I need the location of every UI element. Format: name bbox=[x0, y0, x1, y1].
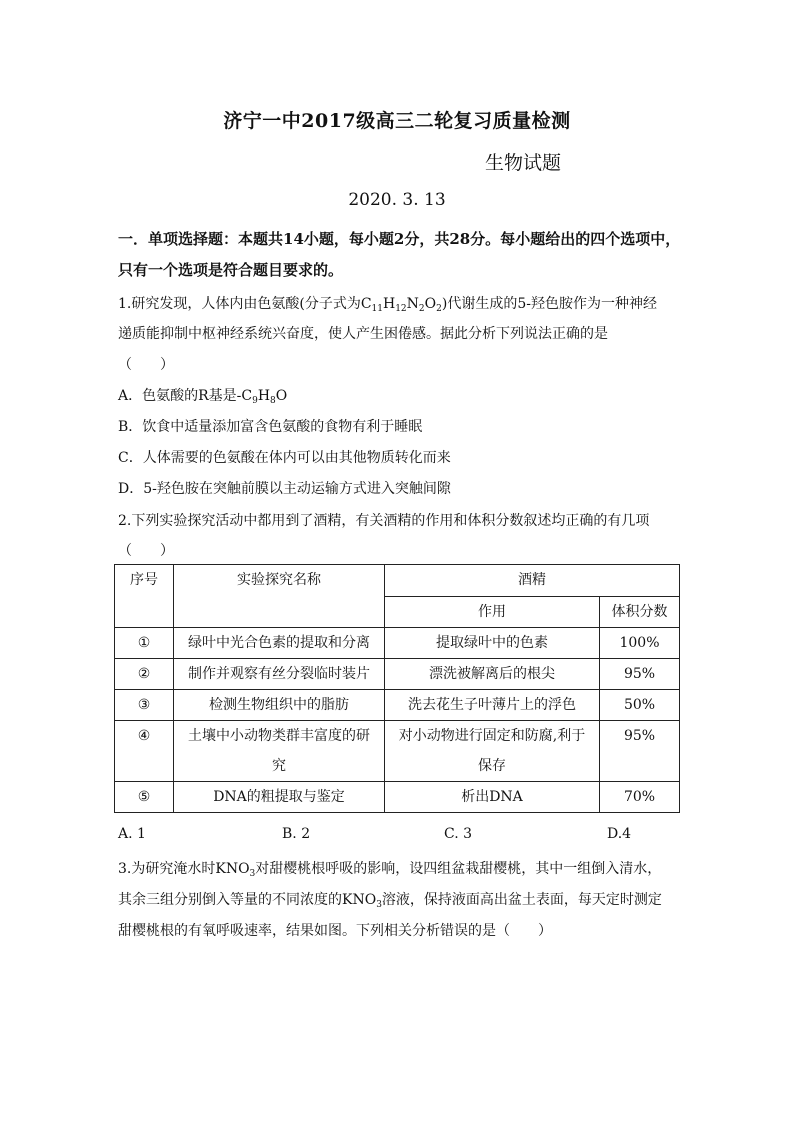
q2-option-d: D.4 bbox=[607, 826, 632, 842]
row-conc: 50% bbox=[600, 690, 680, 721]
alcohol-experiment-table bbox=[114, 564, 680, 813]
row-name: 绿叶中光合色素的提取和分离 bbox=[174, 628, 385, 659]
row-no: ④ bbox=[115, 721, 174, 782]
q1-option-a: A．色氨酸的R基是$-C_9H_8O$ bbox=[118, 388, 288, 406]
q2-option-c: C. 3 bbox=[444, 826, 473, 842]
table-header-row bbox=[115, 565, 680, 597]
row-use: 析出DNA bbox=[385, 782, 600, 813]
header-alcohol: 酒精 bbox=[385, 565, 680, 597]
page-title: 济宁一中2017级高三二轮复习质量检测 bbox=[223, 110, 571, 132]
header-no: 序号 bbox=[115, 565, 174, 628]
page-subtitle: 生物试题 bbox=[485, 152, 562, 174]
row-name: 土壤中小动物类群丰富度的研 究 bbox=[174, 721, 385, 782]
row-conc: 95% bbox=[600, 721, 680, 782]
table-row bbox=[115, 659, 680, 690]
row-name: 制作并观察有丝分裂临时装片 bbox=[174, 659, 385, 690]
section-heading-line1: 一．单项选择题：本题共14小题，每小题2分，共28分。每小题给出的四个选项中， bbox=[118, 230, 681, 248]
q3-stem-line3: 甜樱桃根的有氧呼吸速率，结果如图。下列相关分析错误的是（ ） bbox=[118, 923, 552, 939]
table-row bbox=[115, 690, 680, 721]
row-no: ① bbox=[115, 628, 174, 659]
section-heading-line2: 只有一个选项是符合题目要求的。 bbox=[118, 261, 344, 279]
q1-option-c: C．人体需要的色氨酸在体内可以由其他物质转化而来 bbox=[118, 450, 451, 466]
q2-option-b: B. 2 bbox=[282, 826, 311, 842]
table-row bbox=[115, 721, 680, 782]
header-concentration: 体积分数 bbox=[600, 596, 680, 628]
header-experiment-name: 实验探究名称 bbox=[174, 565, 385, 628]
q2-stem: 2.下列实验探究活动中都用到了酒精，有关酒精的作用和体积分数叙述均正确的有几项 bbox=[118, 513, 650, 529]
q1-option-b: B．饮食中适量添加富含色氨酸的食物有利于睡眠 bbox=[118, 419, 423, 435]
exam-date: 2020. 3. 13 bbox=[348, 190, 446, 210]
row-use: 对小动物进行固定和防腐,利于 保存 bbox=[385, 721, 600, 782]
row-use: 洗去花生子叶薄片上的浮色 bbox=[385, 690, 600, 721]
row-use: 提取绿叶中的色素 bbox=[385, 628, 600, 659]
q1-option-d: D．5-羟色胺在突触前膜以主动运输方式进入突触间隙 bbox=[118, 481, 451, 497]
table-row bbox=[115, 628, 680, 659]
q2-option-a: A. 1 bbox=[118, 826, 146, 842]
row-name: DNA的粗提取与鉴定 bbox=[174, 782, 385, 813]
row-no: ⑤ bbox=[115, 782, 174, 813]
header-use: 作用 bbox=[385, 596, 600, 628]
row-name: 检测生物组织中的脂肪 bbox=[174, 690, 385, 721]
q1-stem-line2: 递质能抑制中枢神经系统兴奋度，使人产生困倦感。据此分析下列说法正确的是 bbox=[118, 326, 608, 342]
q2-answer-paren: （ ） bbox=[118, 543, 174, 559]
row-conc: 95% bbox=[600, 659, 680, 690]
row-use: 漂洗被解离后的根尖 bbox=[385, 659, 600, 690]
row-conc: 100% bbox=[600, 628, 680, 659]
row-no: ② bbox=[115, 659, 174, 690]
q3-stem-line1: 3.为研究淹水时$KNO_3$对甜樱桃根呼吸的影响，设四组盆栽甜樱桃，其中一组倒入清水， bbox=[118, 861, 662, 879]
q3-stem-line2: 其余三组分别倒入等量的不同浓度的$KNO_3$溶液，保持液面高出盆土表面，每天定时测定 bbox=[118, 892, 662, 910]
row-no: ③ bbox=[115, 690, 174, 721]
row-conc: 70% bbox=[600, 782, 680, 813]
q1-answer-paren: （ ） bbox=[118, 357, 174, 373]
table-row bbox=[115, 782, 680, 813]
q1-stem-line1: 1.研究发现，人体内由色氨酸(分子式为$C_{11}H_{12}N_2O_2$)代谢生成的5-羟色胺作为一种神经 bbox=[118, 296, 657, 314]
